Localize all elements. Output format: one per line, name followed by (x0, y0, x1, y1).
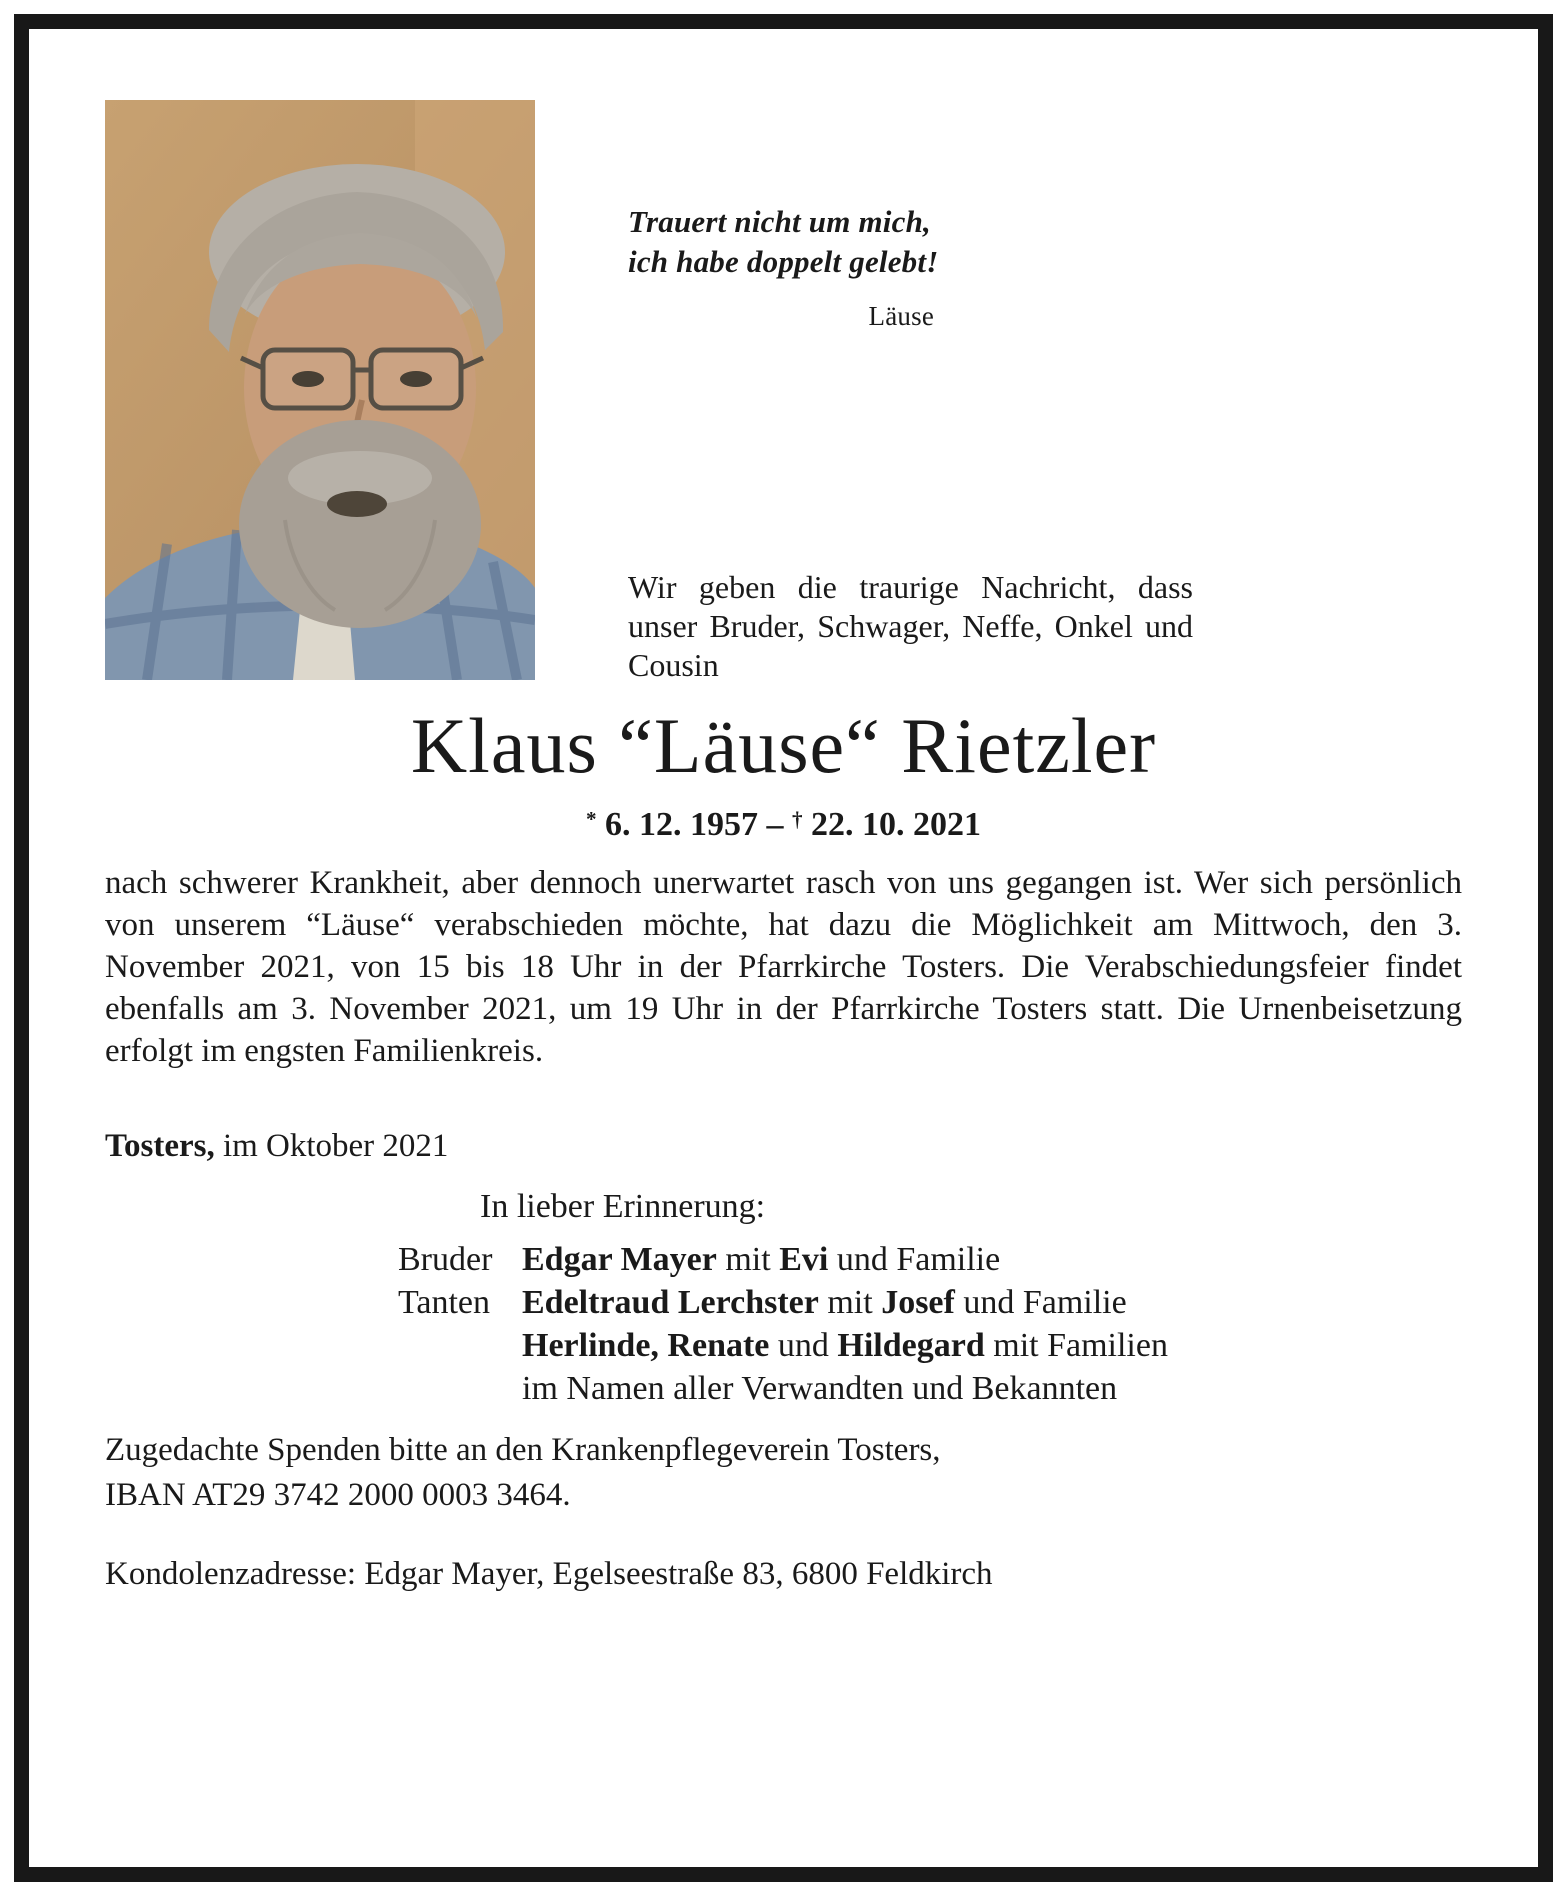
memorial-name: Edgar Mayer (522, 1241, 717, 1278)
memorial-relation-4 (398, 1367, 508, 1410)
donation-line-1: Zugedachte Spenden bitte an den Krankenpflegeverein Tosters, (105, 1432, 941, 1468)
memorial-name: Josef (881, 1284, 955, 1321)
memorial-relation-3 (398, 1324, 508, 1367)
portrait-photo-image (105, 100, 535, 680)
memorial-line-1 (522, 1238, 1458, 1281)
announcement-text: Wir geben die traurige Nachricht, dass unser Bruder, Schwager, Neffe, Onkel und Cousin (628, 569, 1193, 683)
memorial-relation-2: Tanten (398, 1284, 491, 1321)
memorial-name: Evi (779, 1241, 829, 1278)
memorial-text: und (769, 1327, 838, 1364)
memorial-text: mit (716, 1241, 780, 1278)
memorial-name: Herlinde, Renate (522, 1327, 770, 1364)
memorial-line-4: im Namen aller Verwandten und Bekannten (522, 1370, 1118, 1407)
memorial-text: und Familie (954, 1284, 1127, 1321)
memorial-line-3 (522, 1324, 1458, 1367)
memorial-line-2 (522, 1281, 1458, 1324)
place-date-line (105, 1128, 448, 1165)
memorial-text: mit (818, 1284, 882, 1321)
birth-date: 6. 12. 1957 – (596, 806, 792, 843)
death-date: 22. 10. 2021 (802, 806, 982, 843)
birth-symbol: * (585, 807, 597, 831)
quote-line-2: ich habe doppelt gelebt! (628, 244, 939, 279)
memorial-name: Edeltraud Lerchster (522, 1284, 819, 1321)
memorial-name: Hildegard (837, 1327, 985, 1364)
quote-block (628, 202, 940, 336)
obituary-body: nach schwerer Krankheit, aber dennoch unerwartet rasch von uns gegangen ist. Wer sich persönlich von unserem “Läuse“ verabschieden möchte, hat dazu die Möglichkeit am Mittwoch, den 3. November 2021, von 15 bis 18 Uhr in der Pfarrkirche Tosters. Die Verabschiedungsfeier findet ebenfalls am 3. November 2021, um 19 Uhr in der Pfarrkirche Tosters statt. Die Urnenbeisetzung erfolgt im engsten Familienkreis. (105, 865, 1462, 1069)
memorial-text: mit Familien (984, 1327, 1168, 1364)
memorial-heading: In lieber Erinnerung: (480, 1188, 766, 1225)
death-symbol: † (792, 807, 803, 831)
donation-note (105, 1428, 941, 1518)
place-date-rest: im Oktober 2021 (214, 1128, 449, 1164)
memorial-list (398, 1238, 1458, 1410)
quote-line-1: Trauert nicht um mich, (628, 204, 931, 239)
portrait-photo (105, 100, 535, 680)
iban-line: IBAN AT29 3742 2000 0003 3464. (105, 1477, 571, 1513)
quote-attribution: Läuse (868, 301, 934, 331)
condolence-address: Kondolenzadresse: Edgar Mayer, Egelseestraße 83, 6800 Feldkirch (105, 1556, 993, 1592)
life-dates (0, 806, 1567, 844)
deceased-name: Klaus “Läuse“ Rietzler (410, 702, 1157, 789)
place-name: Tosters, (105, 1128, 215, 1164)
memorial-relation-1: Bruder (398, 1241, 493, 1278)
memorial-text: und Familie (828, 1241, 1001, 1278)
